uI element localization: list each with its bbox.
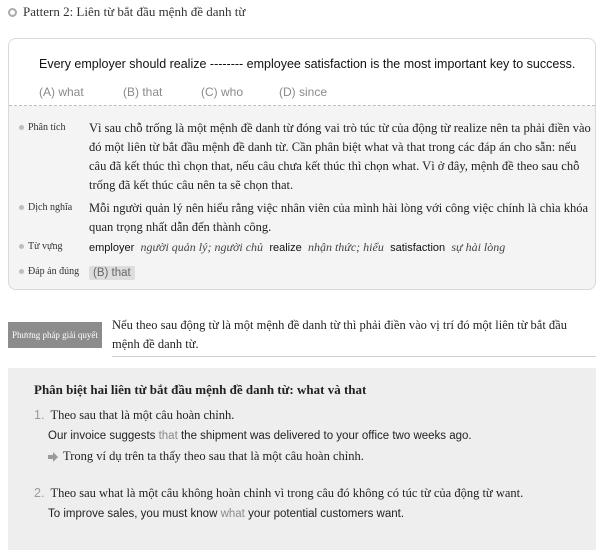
- translation-row: [19, 199, 594, 237]
- analysis-label: Phân tích: [28, 122, 66, 133]
- answer-label: Đáp án đúng: [28, 266, 80, 277]
- item-number: 2.: [34, 486, 45, 500]
- item-number: 1.: [34, 408, 45, 422]
- bullet-dot-icon: [19, 244, 24, 249]
- pattern-header: [8, 4, 245, 20]
- vocab-list: [89, 238, 594, 258]
- circle-bullet-icon: [8, 8, 17, 17]
- correct-answer-badge: (B) that: [89, 266, 135, 280]
- highlight-word: what: [220, 508, 245, 520]
- answer-options: [39, 85, 357, 99]
- example-sentence-2: To improve sales, you must know what your potential customers want.: [48, 508, 405, 520]
- vocab-term: satisfaction: [390, 242, 446, 254]
- question-card: [8, 38, 596, 290]
- bullet-dot-icon: [19, 125, 24, 130]
- vocab-term: realize: [269, 242, 302, 254]
- method-section: [8, 316, 596, 358]
- example-note-1: [48, 449, 364, 464]
- explanation-item-1: [34, 408, 234, 423]
- analysis-row: [19, 119, 594, 195]
- analysis-text: Vì sau chỗ trống là một mệnh đề danh từ đóng vai trò túc từ của động từ realize nên ta phải điền vào đó một liên từ bắt đầu mệnh đề danh từ. Cần phân biệt what và that trong các đáp án cho sẵn: nếu câu đã kết thúc thì chọn that, nếu câu chưa kết thúc thì chọn what. Vì ở đây, mệnh đề theo sau chỗ trống đã kết thúc câu nên ta sẽ chọn that.: [89, 121, 591, 192]
- bullet-dot-icon: [19, 205, 24, 210]
- example-sentence-1: Our invoice suggests that the shipment was delivered to your office two weeks ago.: [48, 430, 472, 442]
- pattern-title: Pattern 2: Liên từ bắt đầu mệnh đề danh từ: [23, 4, 246, 19]
- vocab-label: Từ vựng: [28, 241, 63, 252]
- explanation-title: Phân biệt hai liên từ bắt đầu mệnh đề danh từ: what và that: [34, 382, 367, 397]
- vocab-term: employer: [89, 242, 135, 254]
- vocab-meaning: nhận thức; hiểu: [307, 240, 384, 254]
- item-text: Theo sau that là một câu hoàn chỉnh.: [50, 408, 235, 422]
- arrow-right-icon: [48, 452, 58, 462]
- bullet-dot-icon: [19, 269, 24, 274]
- question-sentence: Every employer should realize -------- employee satisfaction is the most important key to success.: [39, 57, 576, 71]
- answer-row: [19, 263, 594, 283]
- vocab-meaning: người quản lý; người chủ: [140, 240, 264, 254]
- translation-text: Mỗi người quản lý nên hiểu rằng việc nhân viên của mình hài lòng với công việc chính là chìa khóa quan trọng nhất dẫn đến thành công.: [89, 201, 589, 234]
- explanation-box: [8, 368, 596, 550]
- method-text: Nếu theo sau động từ là một mệnh đề danh từ thì phải điền vào vị trí đó một liên từ bắt đầu mệnh đề danh từ.: [112, 318, 567, 351]
- translation-label: Dịch nghĩa: [28, 202, 73, 213]
- option-b[interactable]: (B) that: [123, 85, 163, 99]
- divider: [112, 356, 596, 357]
- option-c[interactable]: (C) who: [201, 85, 244, 99]
- vocab-meaning: sự hài lòng: [451, 240, 506, 254]
- vocab-row: [19, 238, 594, 258]
- note-text: Trong ví dụ trên ta thấy theo sau that là một câu hoàn chỉnh.: [63, 449, 364, 463]
- option-a[interactable]: (A) what: [39, 85, 84, 99]
- method-label: Phương pháp giải quyết: [8, 322, 102, 348]
- explanation-item-2: [34, 486, 523, 501]
- item-text: Theo sau what là một câu không hoàn chỉnh vì trong câu đó không có túc từ của động từ want.: [50, 486, 524, 500]
- option-d[interactable]: (D) since: [279, 85, 328, 99]
- highlight-word: that: [158, 430, 178, 442]
